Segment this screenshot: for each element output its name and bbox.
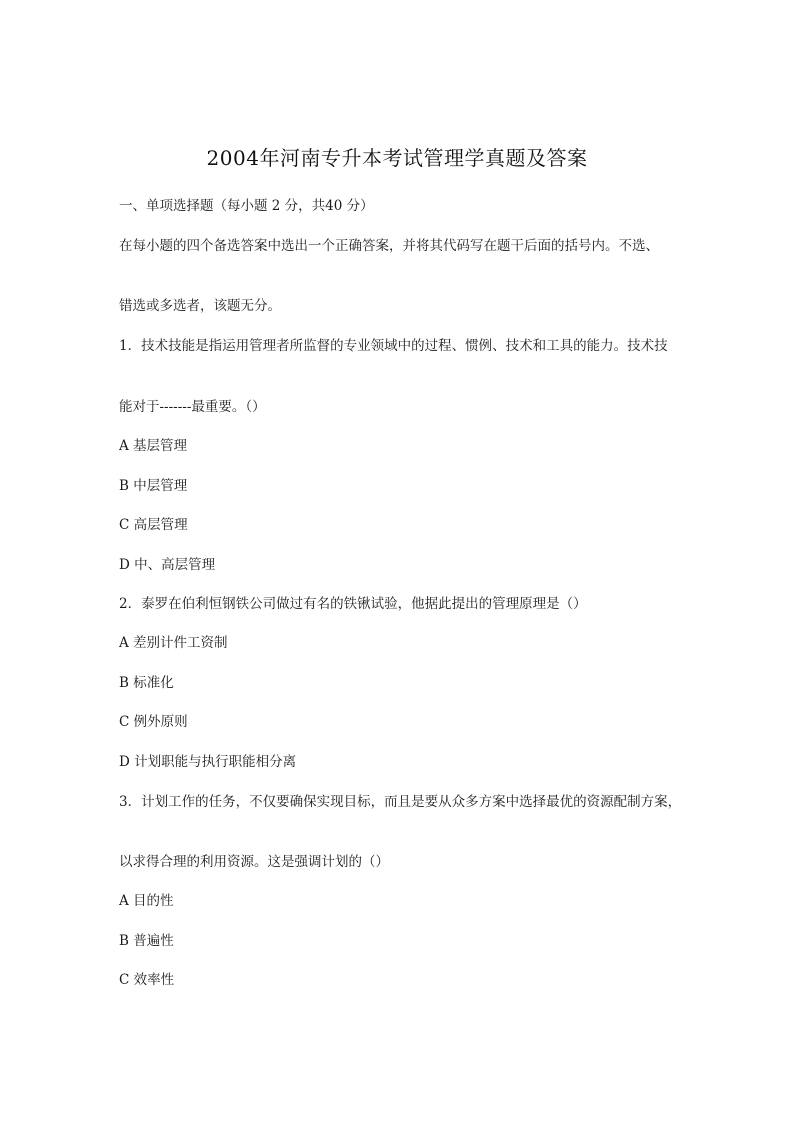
question-1-option-c: C 高层管理 xyxy=(119,517,188,533)
section-heading: 一、单项选择题（每小题 2 分，共40 分） xyxy=(119,198,374,214)
question-2-stem: 2．泰罗在伯利恒钢铁公司做过有名的铁锹试验，他据此提出的管理原理是（） xyxy=(119,596,587,612)
question-2-option-c: C 例外原则 xyxy=(119,714,188,730)
question-2-option-a: A 差别计件工资制 xyxy=(119,635,228,651)
question-3-stem: 3．计划工作的任务，不仅要确保实现目标，而且是要从众多方案中选择最优的资源配制方案， xyxy=(119,794,682,810)
instructions-text: 在每小题的四个备选答案中选出一个正确答案，并将其代码写在题干后面的括号内。不选、 xyxy=(119,238,659,254)
question-1-option-b: B 中层管理 xyxy=(119,478,188,494)
question-1-stem: 1．技术技能是指运用管理者所监督的专业领域中的过程、惯例、技术和工具的能力。技术技 xyxy=(119,338,668,354)
document-title: 2004年河南专升本考试管理学真题及答案 xyxy=(206,146,588,170)
instructions-text-continued: 错选或多选者，该题无分。 xyxy=(119,298,281,314)
question-2-option-b: B 标准化 xyxy=(119,675,174,691)
question-3-option-a: A 目的性 xyxy=(119,893,174,909)
question-1-option-d: D 中、高层管理 xyxy=(119,557,216,573)
question-3-option-b: B 普遍性 xyxy=(119,933,174,949)
question-3-option-c: C 效率性 xyxy=(119,972,175,988)
question-1-stem-continued: 能对于-------最重要。（） xyxy=(119,399,266,415)
question-1-option-a: A 基层管理 xyxy=(119,438,188,454)
question-2-option-d: D 计划职能与执行职能相分离 xyxy=(119,754,297,770)
question-3-stem-continued: 以求得合理的利用资源。这是强调计划的（） xyxy=(119,854,389,870)
